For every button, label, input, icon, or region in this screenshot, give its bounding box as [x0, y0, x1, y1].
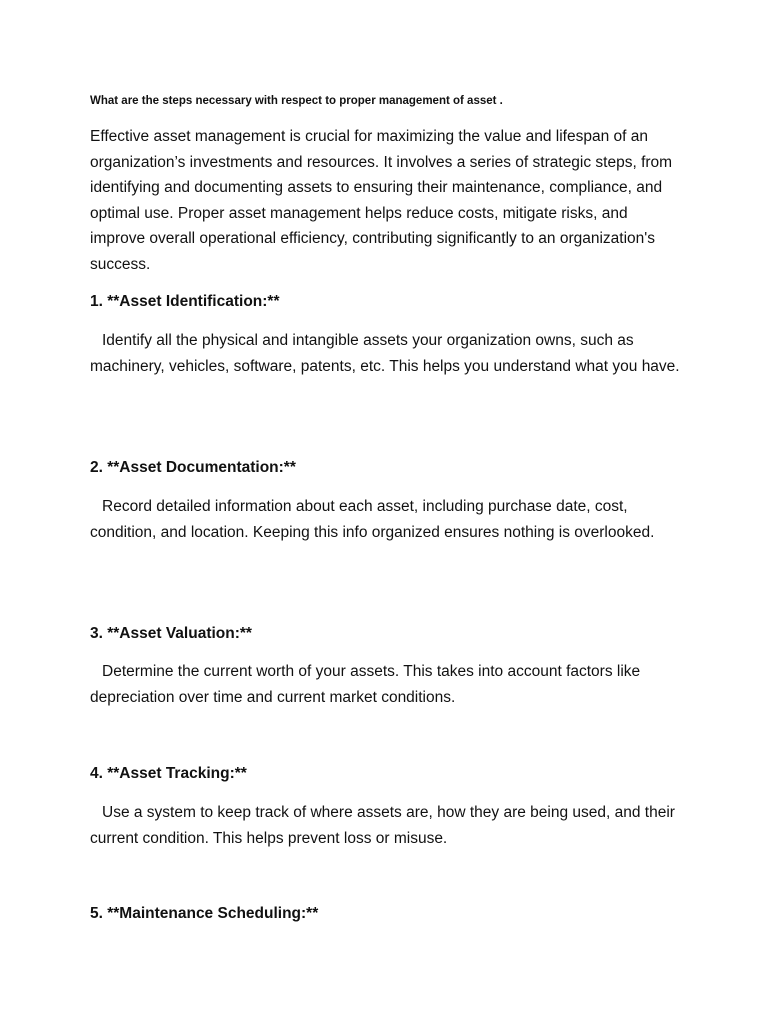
step-5-heading: 5. **Maintenance Scheduling:**: [90, 905, 319, 922]
step-4-body-text: Use a system to keep track of where assets are, how they are being used, and their current condition. This helps prevent loss or misuse.: [90, 804, 675, 847]
step-2-body-text: Record detailed information about each asset, including purchase date, cost, condition, and location. Keeping this info organized ensures nothing is overlooked.: [90, 498, 655, 541]
step-1-heading: 1. **Asset Identification:**: [90, 293, 280, 310]
step-1-body-text: Identify all the physical and intangible assets your organization owns, such as machinery, vehicles, software, patents, etc. This helps you understand what you have.: [90, 332, 680, 375]
step-3-body-text: Determine the current worth of your assets. This takes into account factors like depreciation over time and current market conditions.: [90, 663, 641, 706]
step-3-heading: 3. **Asset Valuation:**: [90, 625, 252, 642]
question-heading: What are the steps necessary with respect to proper management of asset .: [90, 95, 503, 107]
step-2-heading: 2. **Asset Documentation:**: [90, 459, 296, 476]
step-2-body: [90, 494, 680, 545]
step-4-heading: 4. **Asset Tracking:**: [90, 765, 247, 782]
intro-paragraph: Effective asset management is crucial for maximizing the value and lifespan of an organization’s investments and resources. It involves a series of strategic steps, from identifying and documenting assets to ensuring their maintenance, compliance, and optimal use. Proper asset management helps reduce costs, mitigate risks, and improve overall operational efficiency, contributing significantly to an organization's success.: [90, 128, 673, 273]
step-3-body: [90, 659, 680, 710]
step-4-body: [90, 800, 680, 851]
step-1-body: [90, 328, 680, 379]
